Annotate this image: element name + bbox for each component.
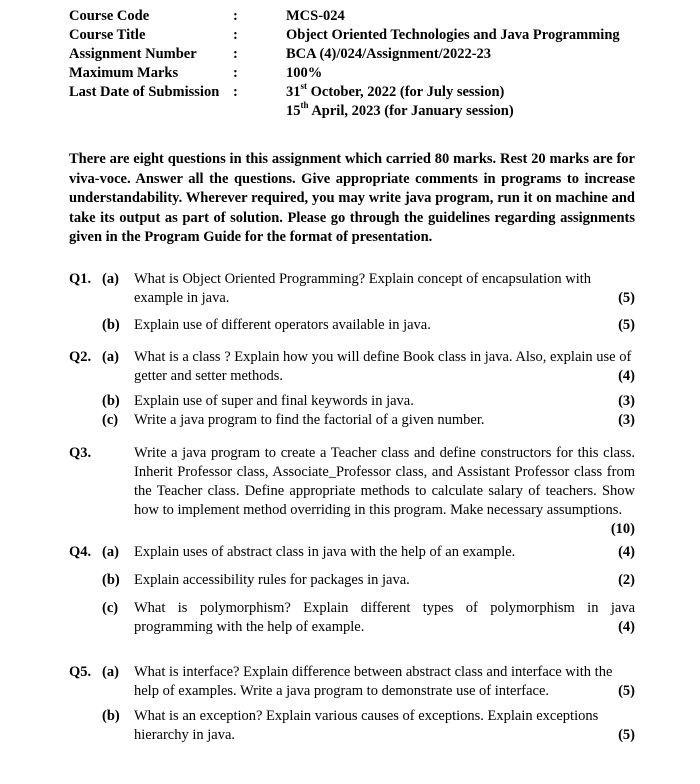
question-text (134, 707, 635, 745)
question-text (134, 411, 635, 430)
question-part: (b) (102, 708, 120, 724)
date-suffix: th (300, 100, 309, 111)
marks: (4) (618, 544, 635, 560)
meta-label: Maximum Marks (69, 65, 179, 81)
date-day: 31 (286, 84, 301, 100)
meta-colon: : (233, 27, 238, 43)
q4-c (69, 599, 635, 637)
question-part: (b) (102, 393, 120, 409)
question-number: Q4. (69, 544, 92, 560)
question-line: What is interface? Explain difference between abstract class and interface with the (134, 664, 613, 680)
q3 (69, 444, 635, 539)
question-number: Q2. (69, 349, 92, 365)
question-line (134, 367, 635, 386)
question-part: (a) (102, 271, 119, 287)
question-line: Write a java program to create a Teacher class and define constructors for this class. Inherit Professor class, Associate_Professor class, and Assistant Professor class from the Teacher class. Define appropriate methods to calculate salary of teachers. Show how to implement method overriding in this program. Make necessary assumptions. (134, 445, 635, 518)
question-line-text: programming with the help of example. (134, 619, 365, 635)
q5-a (69, 663, 635, 701)
marks: (2) (618, 572, 635, 588)
date-rest: April, 2023 (for January session) (308, 103, 514, 119)
meta-colon: : (233, 84, 238, 100)
q4-b (69, 571, 635, 590)
meta-label: Last Date of Submission (69, 84, 220, 100)
question-part: (b) (102, 317, 120, 333)
question-part: (a) (102, 544, 119, 560)
marks: (5) (618, 727, 635, 743)
question-number: Q1. (69, 271, 92, 287)
question-text (134, 663, 635, 701)
question-number: Q5. (69, 664, 92, 680)
meta-colon: : (233, 8, 238, 24)
q1-b (69, 316, 635, 335)
marks: (3) (618, 393, 635, 409)
marks: (3) (618, 412, 635, 428)
q2-a (69, 348, 635, 386)
question-part: (b) (102, 572, 120, 588)
date-suffix: st (300, 81, 307, 92)
q4-a (69, 543, 635, 562)
question-line (134, 726, 635, 745)
date-rest: October, 2022 (for July session) (307, 84, 505, 100)
meta-value: Object Oriented Technologies and Java Programming (286, 27, 620, 43)
meta-colon: : (233, 46, 238, 62)
question-text (134, 348, 635, 386)
assignment-number-row (69, 45, 669, 64)
meta-label: Course Title (69, 27, 146, 43)
meta-value: 100% (286, 65, 323, 81)
q5-b (69, 707, 635, 745)
course-title-row (69, 26, 669, 45)
marks: (5) (618, 290, 635, 306)
question-line-text: help of examples. Write a java program to demonstrate use of interface. (134, 683, 550, 699)
question-line: What is polymorphism? Explain different types of polymorphism in java (134, 600, 635, 616)
q2-b (69, 392, 635, 411)
question-line (134, 682, 635, 701)
question-part: (c) (102, 412, 119, 428)
meta-label: Course Code (69, 8, 150, 24)
question-text (134, 543, 635, 562)
meta-value: BCA (4)/024/Assignment/2022-23 (286, 46, 492, 62)
marks: (10) (610, 521, 635, 537)
question-line: What is Object Oriented Programming? Explain concept of encapsulation with (134, 271, 592, 287)
question-line-text: Explain uses of abstract class in java with the help of an example. (134, 544, 516, 560)
submission-date-row (69, 83, 669, 102)
course-code-row (69, 7, 669, 26)
meta-colon: : (233, 65, 238, 81)
question-text (134, 392, 635, 411)
question-part: (c) (102, 600, 119, 616)
maximum-marks-row (69, 64, 669, 83)
question-text (134, 444, 635, 539)
question-line-text: Explain accessibility rules for packages in java. (134, 572, 410, 588)
question-line-text: Explain use of different operators available in java. (134, 317, 431, 333)
question-text (134, 571, 635, 590)
date-day: 15 (286, 103, 301, 119)
question-line-text: hierarchy in java. (134, 727, 236, 743)
submission-date-january (69, 102, 669, 121)
question-line-text: example in java. (134, 290, 230, 306)
question-text (134, 599, 635, 637)
question-line: What is an exception? Explain various causes of exceptions. Explain exceptions (134, 708, 599, 724)
marks: (5) (618, 317, 635, 333)
marks: (4) (618, 619, 635, 635)
q1-a (69, 270, 635, 308)
q2-c (69, 411, 635, 430)
question-line (134, 618, 635, 637)
course-info (69, 7, 669, 121)
question-text (134, 270, 635, 308)
question-part: (a) (102, 664, 119, 680)
question-number: Q3. (69, 445, 92, 461)
marks: (4) (618, 368, 635, 384)
question-text (134, 316, 635, 335)
marks: (5) (618, 683, 635, 699)
question-line-text: Explain use of super and final keywords in java. (134, 393, 414, 409)
meta-label: Assignment Number (69, 46, 197, 62)
questions-list (69, 270, 635, 745)
question-part: (a) (102, 349, 119, 365)
question-line (134, 289, 635, 308)
submission-date-july (286, 83, 669, 102)
question-line: What is a class ? Explain how you will define Book class in java. Also, explain use of (134, 349, 632, 365)
question-line-text: getter and setter methods. (134, 368, 283, 384)
instructions-paragraph: There are eight questions in this assignment which carried 80 marks. Rest 20 marks are for viva-voce. Answer all the questions. Give appropriate comments in programs to increase understandability. Wherever required, you may write java program, run it on machine and take its output as part of solution. Please go through the guidelines regarding assignments given in the Program Guide for the format of presentation. (69, 151, 635, 246)
meta-value: MCS-024 (286, 8, 345, 24)
question-line-text: Write a java program to find the factorial of a given number. (134, 412, 485, 428)
